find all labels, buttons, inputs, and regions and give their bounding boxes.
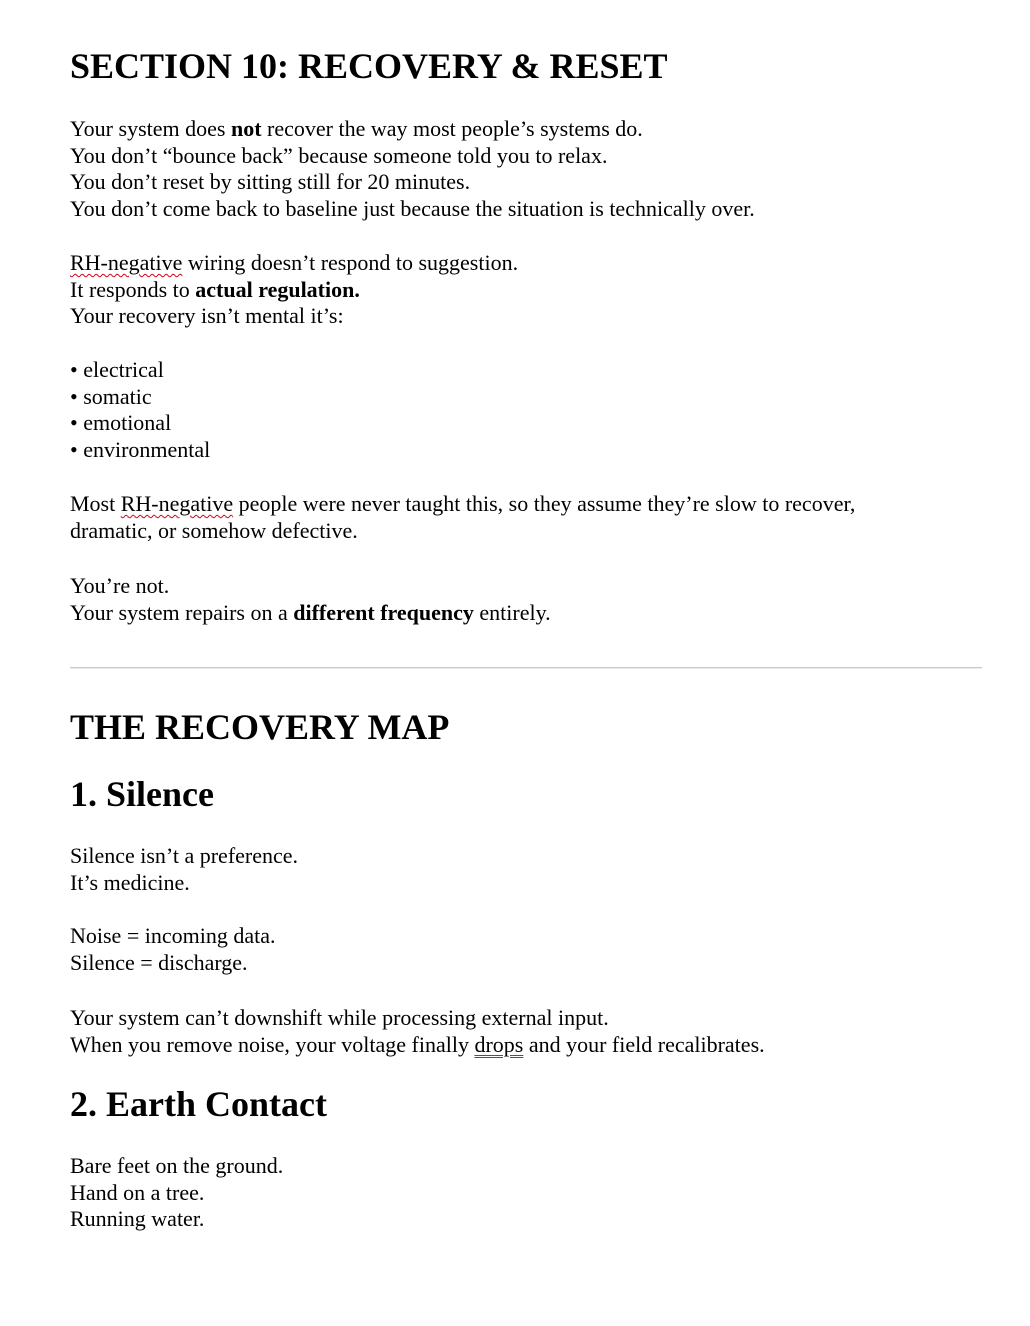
silence-paragraph-1: Silence isn’t a preference. It’s medicine. [70,843,299,895]
rh-line-1: RH-negative wiring doesn’t respond to suggestion. [70,250,519,275]
list-item: • emotional [70,410,172,435]
intro-line-4: You don’t come back to baseline just because the situation is technically over. [70,195,755,221]
rh-line-2: It responds to actual regulation. [70,276,360,302]
intro-line-2: You don’t “bounce back” because someone told you to relax. [70,142,608,168]
horizontal-divider [70,667,982,669]
intro-line-1: Your system does not recover the way most people’s systems do. [70,116,643,141]
list-item: • electrical [70,357,164,382]
silence-paragraph-2: Noise = incoming data. Silence = discharge. [70,923,276,975]
grammar-underline: drops [474,1031,524,1057]
recovery-map-title: THE RECOVERY MAP [70,707,450,747]
intro-paragraph [70,116,755,222]
most-line-2: dramatic, or somehow defective. [70,517,358,543]
silence-paragraph-3: Your system can’t downshift while processing external input. When you remove noise, your voltage finally drops and your field recalibrates. [70,1005,765,1057]
not-paragraph [70,573,551,626]
not-line-2: Your system repairs on a different frequency entirely. [70,599,551,625]
most-paragraph [70,491,855,544]
spellcheck-underline: RH-negative [120,491,234,516]
silence-heading: 1. Silence [70,774,214,814]
section-title: SECTION 10: RECOVERY & RESET [70,46,668,86]
intro-line-3: You don’t reset by sitting still for 20 minutes. [70,169,471,194]
not-line-1: You’re not. [70,573,170,598]
rh-line-3: Your recovery isn’t mental it’s: [70,303,344,328]
list-item: • somatic [70,383,152,409]
earth-paragraph: Bare feet on the ground. Hand on a tree. Running water. [70,1153,284,1231]
most-line-1: Most RH-negative people were never taught this, so they assume they’re slow to recover, [70,491,856,516]
recovery-types-list [70,357,210,463]
list-item: • environmental [70,436,211,462]
earth-contact-heading: 2. Earth Contact [70,1084,327,1124]
spellcheck-underline: RH-negative [70,250,183,275]
silence-line-voltage: When you remove noise, your voltage finally drops and your field recalibrates. [70,1031,765,1057]
rh-paragraph [70,250,518,330]
